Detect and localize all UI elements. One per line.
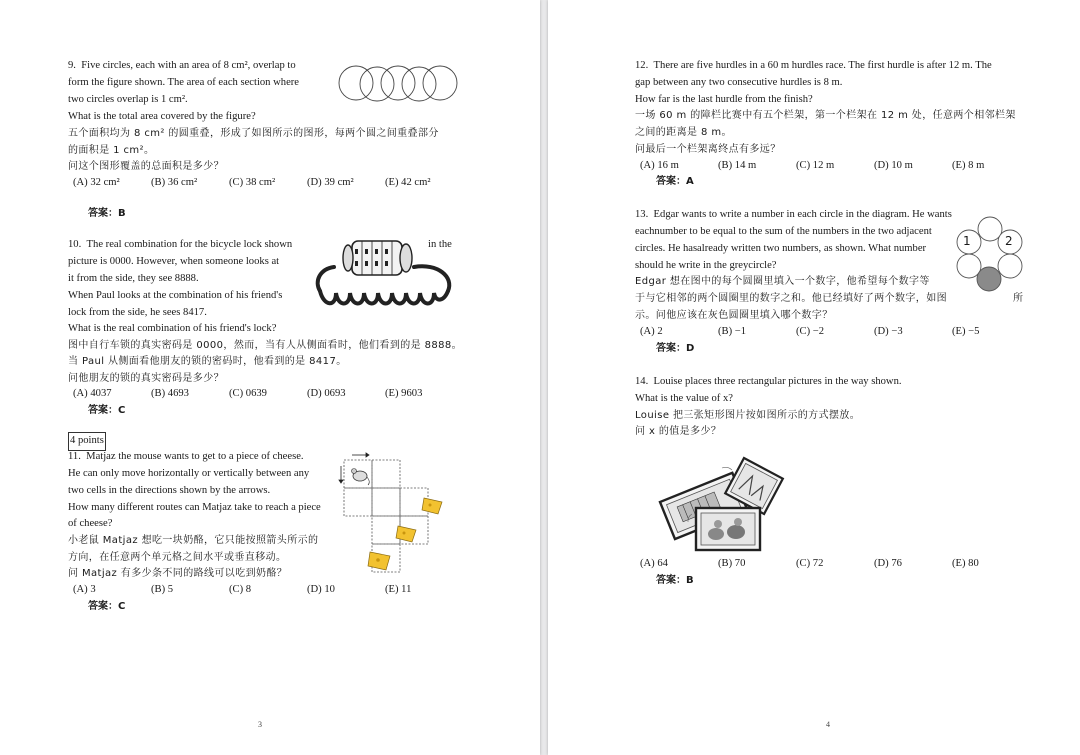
q13-line-2: eachnumber to be equal to the sum of the numbers in the two adjacent xyxy=(635,226,932,237)
q9-option-e: (E) 42 cm² xyxy=(385,177,431,188)
q12-option-c: (C) 12 m xyxy=(796,160,835,171)
q9-options xyxy=(73,175,463,191)
q12-zh-2: 之间的距离是 8 m。 xyxy=(635,127,732,138)
q11-zh-3: 问 Matjaz 有多少条不同的路线可以吃到奶酪？ xyxy=(68,568,288,579)
six-circle-ring-figure xyxy=(952,214,1032,292)
q11-option-a: (A) 3 xyxy=(73,584,96,595)
q11-option-d: (D) 10 xyxy=(307,584,335,595)
q9-line-2: form the figure shown. The area of each section where xyxy=(68,77,300,88)
q9-option-b: (B) 36 cm² xyxy=(151,177,198,188)
q10-option-c: (C) 0639 xyxy=(229,388,267,399)
q9-option-d: (D) 39 cm² xyxy=(307,177,354,188)
q11-question-1: How many different routes can Matjaz take to reach a piece xyxy=(68,502,321,513)
q14-answer: 答案：B xyxy=(656,575,694,586)
section-4-points: 4 points xyxy=(68,432,106,451)
q9-option-c: (C) 38 cm² xyxy=(229,177,276,188)
q12-line-1: 12. There are five hurdles in a 60 m hurdles race. The first hurdle is after 12 m. The xyxy=(635,60,992,71)
q10-answer: 答案：C xyxy=(88,405,126,416)
q10-options xyxy=(73,386,463,402)
q10-question: What is the real combination of his friend's lock? xyxy=(68,323,277,334)
q14-option-b: (B) 70 xyxy=(718,558,746,569)
q14-zh-2: 问 x 的值是多少？ xyxy=(635,426,722,437)
q10-line-2: picture is 0000. However, when someone looks at xyxy=(68,256,280,267)
mouse-icon xyxy=(352,469,370,486)
q14-question: What is the value of x? xyxy=(635,393,733,404)
q9-zh-1: 五个面积均为 8 cm² 的圆重叠，形成了如图所示的图形，每两个圆之间重叠部分 xyxy=(68,128,439,139)
q12-option-b: (B) 14 m xyxy=(718,160,757,171)
page-number-3: 3 xyxy=(258,720,262,729)
q10-line-1: 10. The real combination for the bicycle lock shown xyxy=(68,239,293,250)
q11-line-2: He can only move horizontally or vertically between any xyxy=(68,468,310,479)
bicycle-lock-figure xyxy=(312,237,458,313)
q13-option-d: (D) −3 xyxy=(874,326,903,337)
q9-zh-2: 的面积是 1 cm²。 xyxy=(68,145,155,156)
q12-option-a: (A) 16 m xyxy=(640,160,679,171)
q14-option-e: (E) 80 xyxy=(952,558,979,569)
q9-line-1: 9. Five circles, each with an area of 8 cm², overlap to xyxy=(68,60,296,71)
q11-zh-2: 方向，在任意两个单元格之间水平或垂直移动。 xyxy=(68,552,287,563)
q13-options xyxy=(640,324,1030,340)
q11-option-c: (C) 8 xyxy=(229,584,252,595)
circle-number-1: 1 xyxy=(963,234,971,248)
q9-zh-3: 问这个图形覆盖的总面积是多少？ xyxy=(68,161,224,172)
q14-option-a: (A) 64 xyxy=(640,558,668,569)
q13-line-4: should he write in the greycircle? xyxy=(635,260,777,271)
q10-option-e: (E) 9603 xyxy=(385,388,423,399)
q11-question-2: of cheese? xyxy=(68,518,113,529)
q13-option-c: (C) −2 xyxy=(796,326,825,337)
q12-options xyxy=(640,158,1030,174)
q11-zh-1: 小老鼠 Matjaz 想吃一块奶酪，它只能按照箭头所示的 xyxy=(68,535,319,546)
q11-option-b: (B) 5 xyxy=(151,584,174,595)
q10-line-1-tail: in the xyxy=(428,239,452,250)
q14-options xyxy=(640,556,1030,572)
q13-option-e: (E) −5 xyxy=(952,326,980,337)
q12-question: How far is the last hurdle from the finish? xyxy=(635,94,813,105)
q9-line-3: two circles overlap is 1 cm². xyxy=(68,94,188,105)
page-number-4: 4 xyxy=(826,720,830,729)
q12-option-e: (E) 8 m xyxy=(952,160,985,171)
mouse-cheese-grid-figure xyxy=(340,452,450,574)
q13-line-3: circles. He hasalready written two numbers, as shown. What number xyxy=(635,243,927,254)
q13-line-1: 13. Edgar wants to write a number in each circle in the diagram. He wants xyxy=(635,209,952,220)
q12-line-2: gap between any two consecutive hurdles is 8 m. xyxy=(635,77,843,88)
q9-answer: 答案：B xyxy=(88,208,126,219)
q14-option-d: (D) 76 xyxy=(874,558,902,569)
q9-question: What is the total area covered by the figure? xyxy=(68,111,256,122)
q13-zh-3: 示。问他应该在灰色圆圈里填入哪个数字？ xyxy=(635,310,833,321)
q10-line-3: it from the side, they see 8888. xyxy=(68,273,199,284)
q10-zh-1: 图中自行车锁的真实密码是 0000，然而，当有人从侧面看时，他们看到的是 8888。 xyxy=(68,340,463,351)
q9-option-a: (A) 32 cm² xyxy=(73,177,120,188)
q11-line-1: 11. Matjaz the mouse wants to get to a piece of cheese. xyxy=(68,451,304,462)
q10-zh-2: 当 Paul 从侧面看他朋友的锁的密码时，他看到的是 8417。 xyxy=(68,356,347,367)
q13-zh-2: 于与它相邻的两个圆圈里的数字之和。他已经填好了两个数字，如图 xyxy=(635,293,947,304)
q10-option-d: (D) 0693 xyxy=(307,388,346,399)
q14-option-c: (C) 72 xyxy=(796,558,824,569)
q10-option-b: (B) 4693 xyxy=(151,388,189,399)
q13-option-b: (B) −1 xyxy=(718,326,747,337)
q13-zh-2-tail: 所 xyxy=(1013,293,1024,304)
q12-zh-3: 问最后一个栏架离终点有多远？ xyxy=(635,144,781,155)
q14-zh-1: Louise 把三张矩形图片按如图所示的方式摆放。 xyxy=(635,410,861,421)
q10-line-5: lock from the side, he sees 8417. xyxy=(68,307,207,318)
q12-zh-1: 一场 60 m 的障栏比赛中有五个栏架，第一个栏架在 12 m 处，任意两个相邻栏架 xyxy=(635,110,1016,121)
five-circles-figure xyxy=(338,63,458,105)
circle-number-2: 2 xyxy=(1005,234,1013,248)
q11-option-e: (E) 11 xyxy=(385,584,412,595)
q13-option-a: (A) 2 xyxy=(640,326,663,337)
q14-line-1: 14. Louise places three rectangular pictures in the way shown. xyxy=(635,376,902,387)
three-pictures-figure xyxy=(648,450,794,554)
grey-circle xyxy=(977,267,1001,291)
q13-answer: 答案：D xyxy=(656,343,695,354)
q10-line-4: When Paul looks at the combination of his friend's xyxy=(68,290,283,301)
q11-answer: 答案：C xyxy=(88,601,126,612)
q10-zh-3: 问他朋友的锁的真实密码是多少？ xyxy=(68,373,224,384)
q11-line-3: two cells in the directions shown by the arrows. xyxy=(68,485,271,496)
page-4 xyxy=(548,0,1080,755)
q10-option-a: (A) 4037 xyxy=(73,388,112,399)
q12-answer: 答案：A xyxy=(656,176,694,187)
q12-option-d: (D) 10 m xyxy=(874,160,913,171)
q13-zh-1: Edgar 想在图中的每个圆圈里填入一个数字，他希望每个数字等 xyxy=(635,276,930,287)
q11-options xyxy=(73,582,463,598)
